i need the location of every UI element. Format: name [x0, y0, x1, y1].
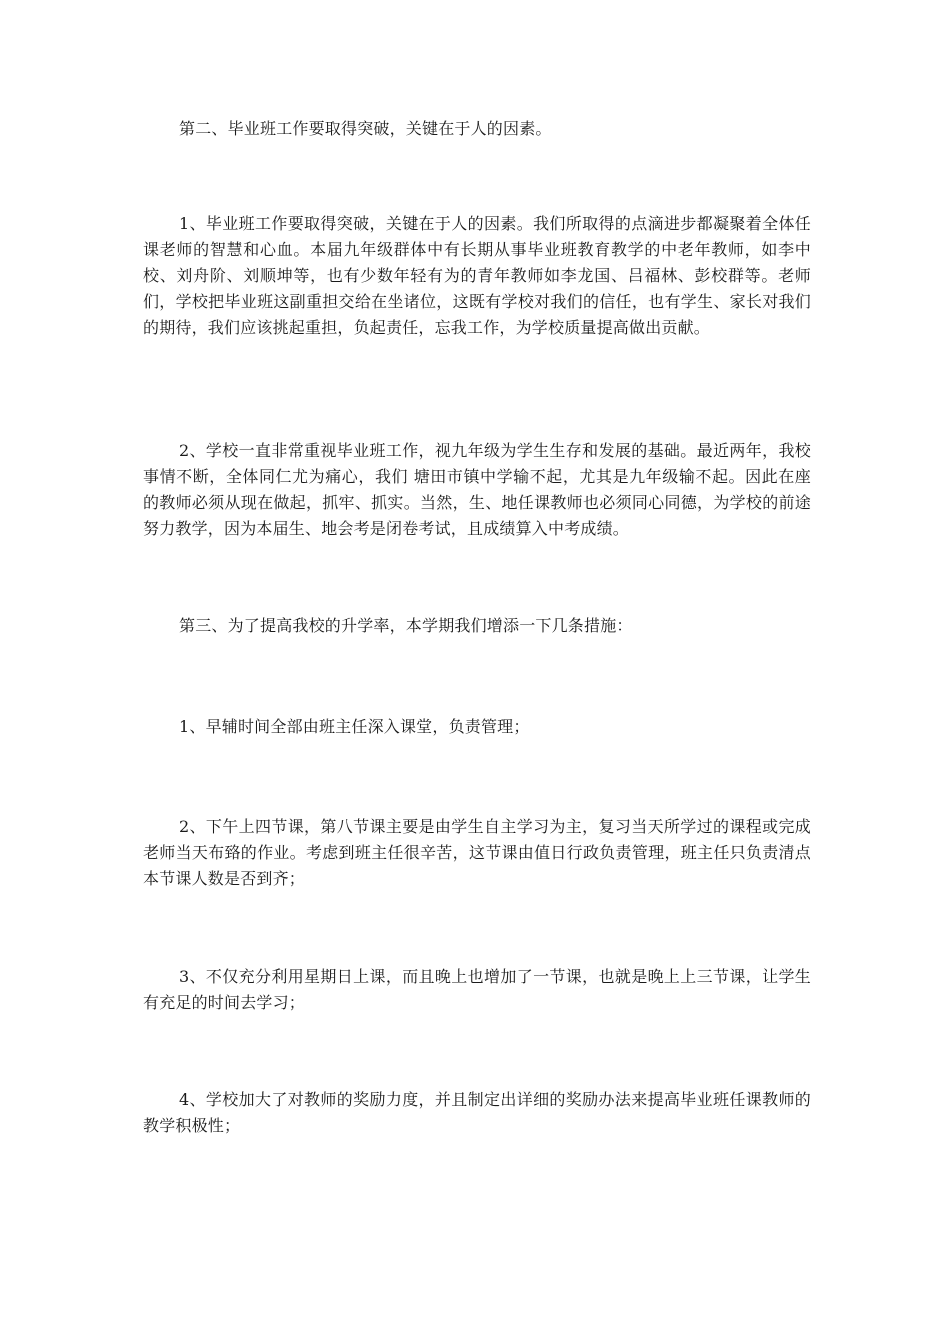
- section-heading-third: 第三、为了提高我校的升学率，本学期我们增添一下几条措施：: [179, 616, 633, 635]
- section-heading-second: 第二、毕业班工作要取得突破，关键在于人的因素。: [179, 119, 552, 138]
- measure-item-2: 2、下午上四节课，第八节课主要是由学生自主学习为主，复习当天所学过的课程或完成老师当天布臵的作业。考虑到班主任很辛苦，这节课由值日行政负责管理，班主任只负责清点本节课人数是否到齐；: [143, 817, 811, 888]
- paragraph-human-factor: 1、毕业班工作要取得突破，关键在于人的因素。我们所取得的点滴进步都凝聚着全体任课老师的智慧和心血。本届九年级群体中有长期从事毕业班教育教学的中老年教师，如李中校、刘舟阶、刘顺坤等，也有少数年轻有为的青年教师如李龙国、吕福林、彭校群等。老师们，学校把毕业班这副重担交给在坐诸位，这既有学校对我们的信任，也有学生、家长对我们的期待，我们应该挑起重担，负起责任，忘我工作，为学校质量提高做出贡献。: [143, 214, 811, 337]
- measure-item-3: 3、不仅充分利用星期日上课，而且晚上也增加了一节课，也就是晚上上三节课，让学生有充足的时间去学习；: [143, 967, 811, 1012]
- measure-item-4: 4、学校加大了对教师的奖励力度，并且制定出详细的奖励办法来提高毕业班任课教师的教学积极性；: [143, 1090, 811, 1135]
- paragraph-school-emphasis: 2、学校一直非常重视毕业班工作，视九年级为学生生存和发展的基础。最近两年，我校事情不断，全体同仁尤为痛心，我们 塘田市镇中学输不起，尤其是九年级输不起。因此在座的教师必须从现在做起，抓牢、抓实。当然，生、地任课教师也必须同心同德，为学校的前途努力教学，因为本届生、地会考是闭卷考试，且成绩算入中考成绩。: [143, 441, 811, 538]
- measure-item-1: 1、早辅时间全部由班主任深入课堂，负责管理；: [179, 717, 530, 736]
